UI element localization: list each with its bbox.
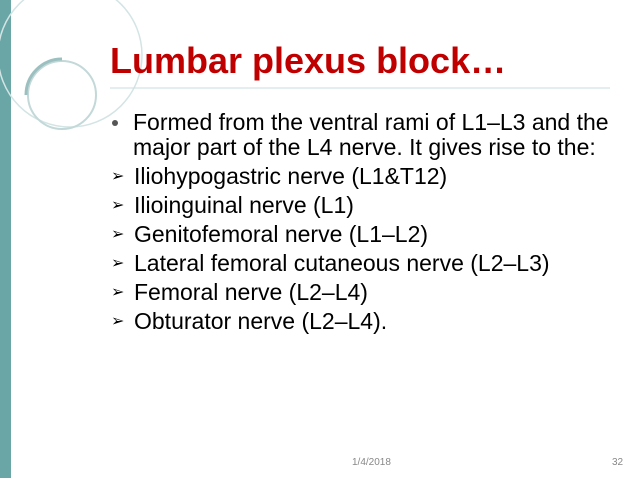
page-number: 32 [612,457,624,468]
sub-bullet-text: Ilioinguinal nerve (L1) [134,192,354,218]
sub-bullet [111,222,631,247]
sub-bullet [111,164,631,189]
sub-bullet-text: Femoral nerve (L2–L4) [134,279,368,305]
sub-bullet [111,251,631,276]
arrowhead-bullet-icon: ➢ [111,284,125,301]
arrowhead-bullet-icon: ➢ [111,255,125,272]
arrowhead-bullet-icon: ➢ [111,197,125,214]
slide-title: Lumbar plexus block… [110,40,507,81]
slide-body [111,110,631,338]
footer-date: 1/4/2018 [352,457,391,468]
arrowhead-bullet-icon: ➢ [111,226,125,243]
sub-bullet-text: Obturator nerve (L2–L4). [134,308,388,334]
title-divider [110,87,610,89]
main-bullet-text: Formed from the ventral rami of L1–L3 and the major part of the L4 nerve. It gives rise to the: [133,109,609,160]
main-bullet [111,110,631,160]
arrowhead-bullet-icon: ➢ [111,168,125,185]
sub-bullet [111,280,631,305]
sub-bullet-text: Iliohypogastric nerve (L1&T12) [134,163,448,189]
round-bullet-icon [112,120,118,126]
arrowhead-bullet-icon: ➢ [111,313,125,330]
sub-bullet [111,309,631,334]
sub-bullet-text: Genitofemoral nerve (L1–L2) [134,221,429,247]
sub-bullet [111,193,631,218]
sub-bullet-text: Lateral femoral cutaneous nerve (L2–L3) [134,250,550,276]
